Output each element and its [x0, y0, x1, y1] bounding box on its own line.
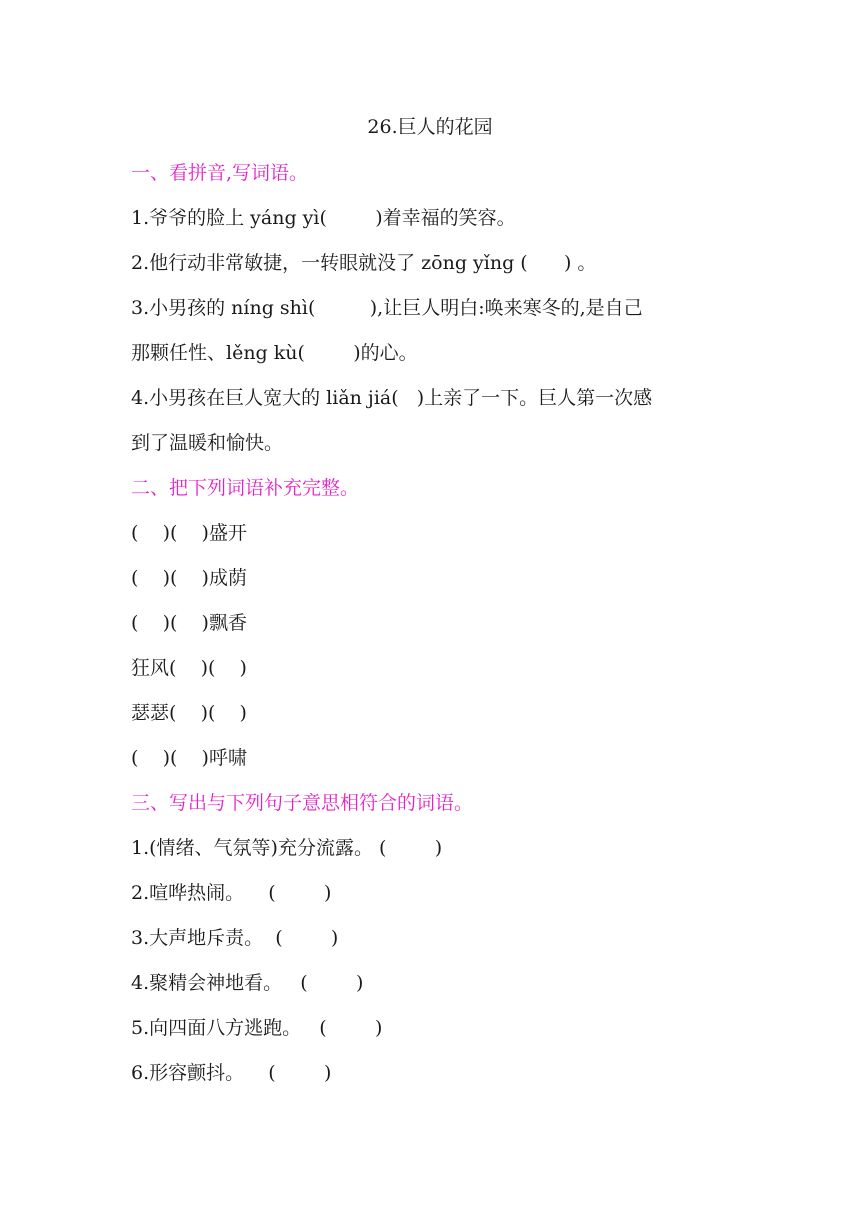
section-heading-complete-words: 二、把下列词语补充完整。 — [131, 477, 360, 499]
fill-item: 狂风( )( ) — [131, 657, 247, 679]
fill-item: ( )( )飘香 — [131, 612, 247, 634]
question-line: 2.他行动非常敏捷，一转眼就没了 zōng yǐng ( ) 。 — [131, 252, 597, 274]
question-line: 到了温暖和愉快。 — [131, 432, 284, 454]
fill-item: ( )( )盛开 — [131, 522, 247, 544]
definition-item: 6.形容颤抖。 ( ) — [131, 1062, 332, 1084]
page-title: 26.巨人的花园 — [367, 116, 493, 138]
definition-item: 4.聚精会神地看。 ( ) — [131, 972, 364, 994]
definition-item: 1.(情绪、气氛等)充分流露。 ( ) — [131, 837, 443, 859]
question-line: 1.爷爷的脸上 yáng yì( )着幸福的笑容。 — [131, 207, 516, 229]
fill-item: 瑟瑟( )( ) — [131, 702, 247, 724]
fill-item: ( )( )呼啸 — [131, 747, 247, 769]
fill-item: ( )( )成荫 — [131, 567, 247, 589]
question-line: 4.小男孩在巨人宽大的 liǎn jiá( )上亲了一下。巨人第一次感 — [131, 387, 653, 409]
question-line: 3.小男孩的 níng shì( ),让巨人明白:唤来寒冬的,是自己 — [131, 297, 643, 319]
section-heading-pinyin: 一、看拼音,写词语。 — [131, 162, 309, 184]
definition-item: 5.向四面八方逃跑。 ( ) — [131, 1017, 383, 1039]
definition-item: 3.大声地斥责。 ( ) — [131, 927, 339, 949]
question-line: 那颗任性、lěng kù( )的心。 — [131, 342, 418, 364]
definition-item: 2.喧哗热闹。 ( ) — [131, 882, 332, 904]
section-heading-matching-words: 三、写出与下列句子意思相符合的词语。 — [131, 792, 474, 814]
